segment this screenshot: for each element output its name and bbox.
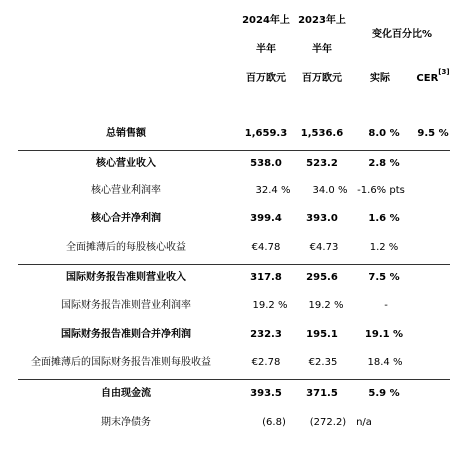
row-label-core-operating-income: 核心营业收入 <box>96 158 156 169</box>
row-value-2024: (6.8) <box>262 417 286 428</box>
row-divider <box>18 379 450 380</box>
row-label-ifrs-operating-income: 国际财务报告准则营业收入 <box>66 272 186 283</box>
row-label-total-sales: 总销售额 <box>106 128 146 139</box>
row-value-2024: €4.78 <box>251 242 281 253</box>
row-value-actual: 5.9 % <box>368 388 400 399</box>
row-value-2023: €2.35 <box>308 357 338 368</box>
row-label-ifrs-eps: 全面摊薄后的国际财务报告准则每股收益 <box>31 357 211 368</box>
row-value-2024: 393.5 <box>250 388 282 399</box>
row-label-ifrs-operating-margin: 国际财务报告准则营业利润率 <box>61 300 191 311</box>
row-value-2024: 538.0 <box>250 158 282 169</box>
row-label-core-operating-margin: 核心营业利润率 <box>91 185 161 196</box>
row-divider <box>18 264 450 265</box>
row-divider <box>18 150 450 151</box>
row-value-actual: 1.2 % <box>369 242 399 253</box>
row-value-2024: 232.3 <box>250 329 282 340</box>
row-value-actual: 2.8 % <box>368 158 400 169</box>
row-value-2024: 19.2 % <box>252 300 288 311</box>
header-2024-line1: 2024年上 <box>242 15 290 26</box>
row-value-2023: 34.0 % <box>312 185 348 196</box>
row-value-2023: (272.2) <box>309 417 347 428</box>
row-value-actual: -1.6% pts <box>357 185 405 196</box>
row-value-actual: n/a <box>356 417 372 428</box>
header-cer: CER[3] <box>416 67 450 84</box>
row-value-2024: €2.78 <box>251 357 281 368</box>
cer-footnote-ref: [3] <box>438 67 450 76</box>
row-label-ifrs-net-profit: 国际财务报告准则合并净利润 <box>61 329 191 340</box>
row-value-2023: 371.5 <box>306 388 338 399</box>
header-2023-unit: 百万欧元 <box>302 73 342 84</box>
row-value-actual: - <box>384 300 388 311</box>
row-value-actual: 18.4 % <box>367 357 403 368</box>
row-value-2023: 295.6 <box>306 272 338 283</box>
row-label-core-eps: 全面摊薄后的每股核心收益 <box>66 242 186 253</box>
row-value-actual: 19.1 % <box>364 329 404 340</box>
header-2023-line2: 半年 <box>312 44 332 55</box>
row-value-2023: 195.1 <box>306 329 338 340</box>
row-value-2023: €4.73 <box>309 242 339 253</box>
row-value-cer: 9.5 % <box>417 128 449 139</box>
row-value-2024: 32.4 % <box>255 185 291 196</box>
row-value-2023: 523.2 <box>306 158 338 169</box>
row-value-actual: 7.5 % <box>368 272 400 283</box>
header-2023-line1: 2023年上 <box>298 15 346 26</box>
header-2024-line2: 半年 <box>256 44 276 55</box>
header-change-pct: 变化百分比% <box>371 29 433 40</box>
row-value-2024: 1,659.3 <box>244 128 288 139</box>
row-value-actual: 8.0 % <box>368 128 400 139</box>
header-actual: 实际 <box>370 73 390 84</box>
row-value-actual: 1.6 % <box>368 213 400 224</box>
row-label-net-debt: 期末净债务 <box>101 417 151 428</box>
row-label-free-cash-flow: 自由现金流 <box>101 388 151 399</box>
row-label-core-net-profit: 核心合并净利润 <box>91 213 161 224</box>
row-value-2024: 399.4 <box>250 213 282 224</box>
row-value-2023: 19.2 % <box>308 300 344 311</box>
header-2024-unit: 百万欧元 <box>246 73 286 84</box>
row-value-2024: 317.8 <box>250 272 282 283</box>
row-value-2023: 393.0 <box>306 213 338 224</box>
row-value-2023: 1,536.6 <box>300 128 344 139</box>
